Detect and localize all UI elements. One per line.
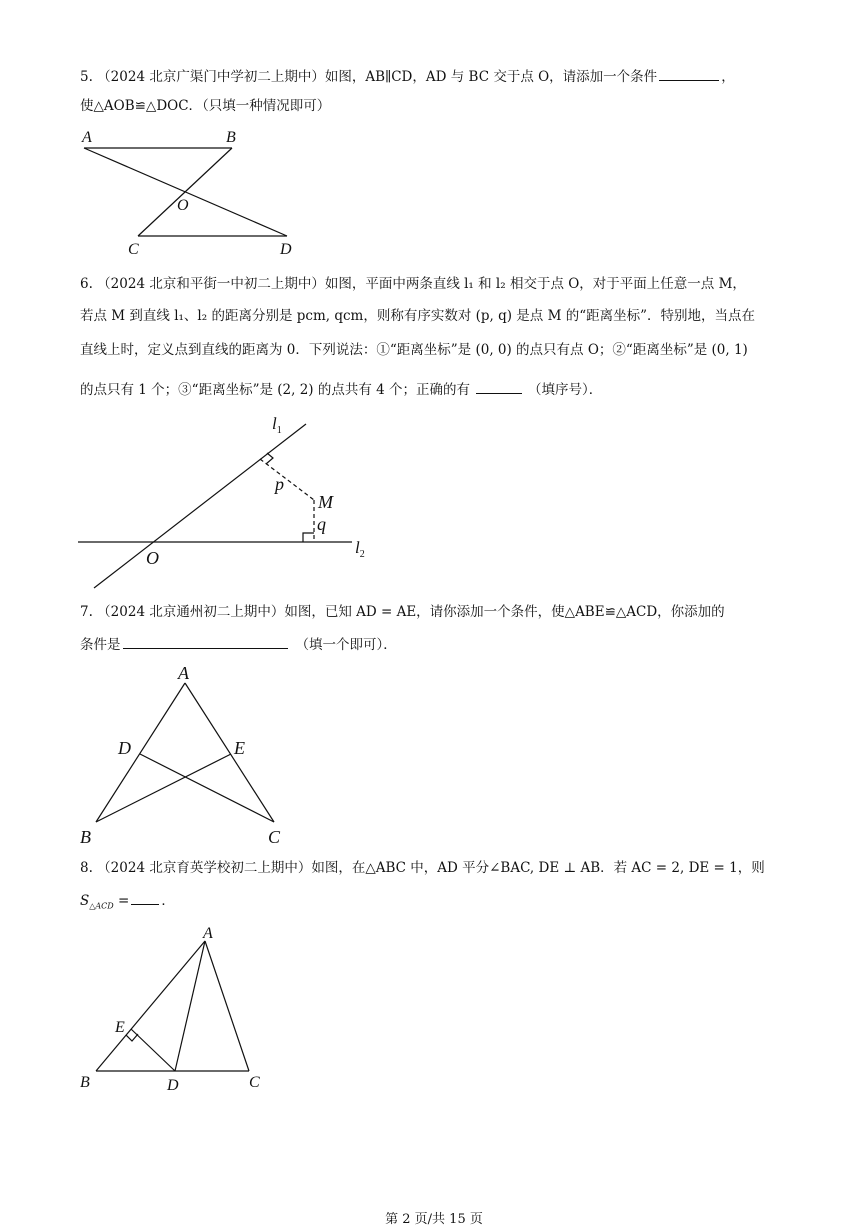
q6-right-angle-1 bbox=[266, 453, 273, 464]
q6-line-l1 bbox=[94, 424, 306, 588]
q6-line2: 若点 M 到直线 l₁、l₂ 的距离分别是 pcm, qcm，则称有序实数对 (p, q) 是点 M 的“距离坐标”．特别地，当点在 bbox=[80, 308, 756, 324]
q8-label-e: E bbox=[115, 1019, 125, 1036]
q8-period: ． bbox=[161, 893, 175, 909]
q8-label-a: A bbox=[203, 925, 213, 942]
q5-segment-bc bbox=[138, 148, 232, 236]
q5-label-a: A bbox=[82, 129, 92, 146]
q6-text: 的点只有 1 个；③“距离坐标”是 (2, 2) 的点共有 4 个；正确的有 bbox=[80, 382, 471, 398]
q6-label-m: M bbox=[318, 492, 333, 512]
q7-segment-cd bbox=[140, 754, 274, 822]
q5-line2: 使△AOB≌△DOC．（只填一种情况即可） bbox=[80, 98, 331, 114]
q7-label-a: A bbox=[178, 663, 189, 683]
q8-segment-ab bbox=[96, 941, 205, 1071]
q5-label-o: O bbox=[177, 197, 189, 214]
q8-segment-ac bbox=[205, 941, 249, 1071]
q5-text: 5. （2024 北京广渠门中学初二上期中）如图，AB∥CD，AD 与 BC 交于点 O，请添加一个条件 bbox=[80, 69, 658, 85]
q8-answer-blank bbox=[131, 890, 159, 905]
q8-line1: 8. （2024 北京育英学校初二上期中）如图，在△ABC 中，AD 平分∠BAC, DE ⊥ AB．若 AC = 2, DE = 1，则 bbox=[80, 860, 765, 876]
q8-area-symbol: S bbox=[80, 893, 90, 909]
q6-line1: 6. （2024 北京和平街一中初二上期中）如图，平面中两条直线 l₁ 和 l₂ 相交于点 O，对于平面上任意一点 M， bbox=[80, 276, 746, 292]
q6-line4 bbox=[80, 379, 602, 400]
q8-segment-de bbox=[131, 1029, 175, 1071]
q6-answer-blank bbox=[476, 379, 522, 394]
q6-perp-p bbox=[260, 459, 314, 500]
q5-line1 bbox=[80, 66, 735, 87]
q7-label-b: B bbox=[80, 827, 91, 847]
q6-label-o: O bbox=[146, 548, 159, 568]
q6-right-angle-2 bbox=[303, 533, 314, 542]
q7-line2 bbox=[80, 634, 397, 655]
q8-label-c: C bbox=[249, 1074, 260, 1091]
q8-equals: = bbox=[113, 893, 130, 909]
q5-punct: ， bbox=[721, 69, 735, 85]
q6-label-q: q bbox=[317, 514, 326, 534]
q7-text: 条件是 bbox=[80, 637, 121, 653]
q5-segment-ad bbox=[84, 148, 287, 236]
q8-line2 bbox=[80, 890, 175, 917]
q7-segment-ac bbox=[185, 683, 274, 822]
q7-label-e: E bbox=[234, 738, 245, 758]
q8-label-b: B bbox=[80, 1074, 90, 1091]
q7-text-end: （填一个即可）． bbox=[295, 637, 397, 653]
q6-line3: 直线上时，定义点到直线的距离为 0．下列说法：①“距离坐标”是 (0, 0) 的点只有点 O；②“距离坐标”是 (0, 1) bbox=[80, 342, 748, 358]
q6-text-end: （填序号）． bbox=[528, 382, 603, 398]
q5-label-c: C bbox=[128, 241, 139, 258]
q8-area-subscript: △ACD bbox=[89, 901, 114, 911]
q7-label-c: C bbox=[268, 827, 281, 847]
q5-answer-blank bbox=[659, 66, 719, 81]
q8-right-angle bbox=[126, 1034, 138, 1041]
q5-label-d: D bbox=[280, 241, 292, 258]
q7-label-d: D bbox=[118, 738, 131, 758]
q8-label-d: D bbox=[167, 1077, 179, 1094]
q7-segment-be bbox=[96, 754, 231, 822]
q7-segment-ab bbox=[96, 683, 185, 822]
q6-label-l1: $l_1$ bbox=[272, 414, 282, 436]
q7-line1: 7. （2024 北京通州初二上期中）如图，已知 AD = AE，请你添加一个条件，使△ABE≌△ACD，你添加的 bbox=[80, 604, 725, 620]
q7-answer-blank bbox=[123, 634, 288, 649]
q6-label-p: p bbox=[275, 474, 284, 494]
q5-label-b: B bbox=[226, 129, 236, 146]
q6-label-l2: $l_2$ bbox=[355, 538, 365, 560]
q8-segment-ad bbox=[175, 941, 205, 1071]
page-footer: 第 2 页/共 15 页 bbox=[385, 1212, 483, 1227]
